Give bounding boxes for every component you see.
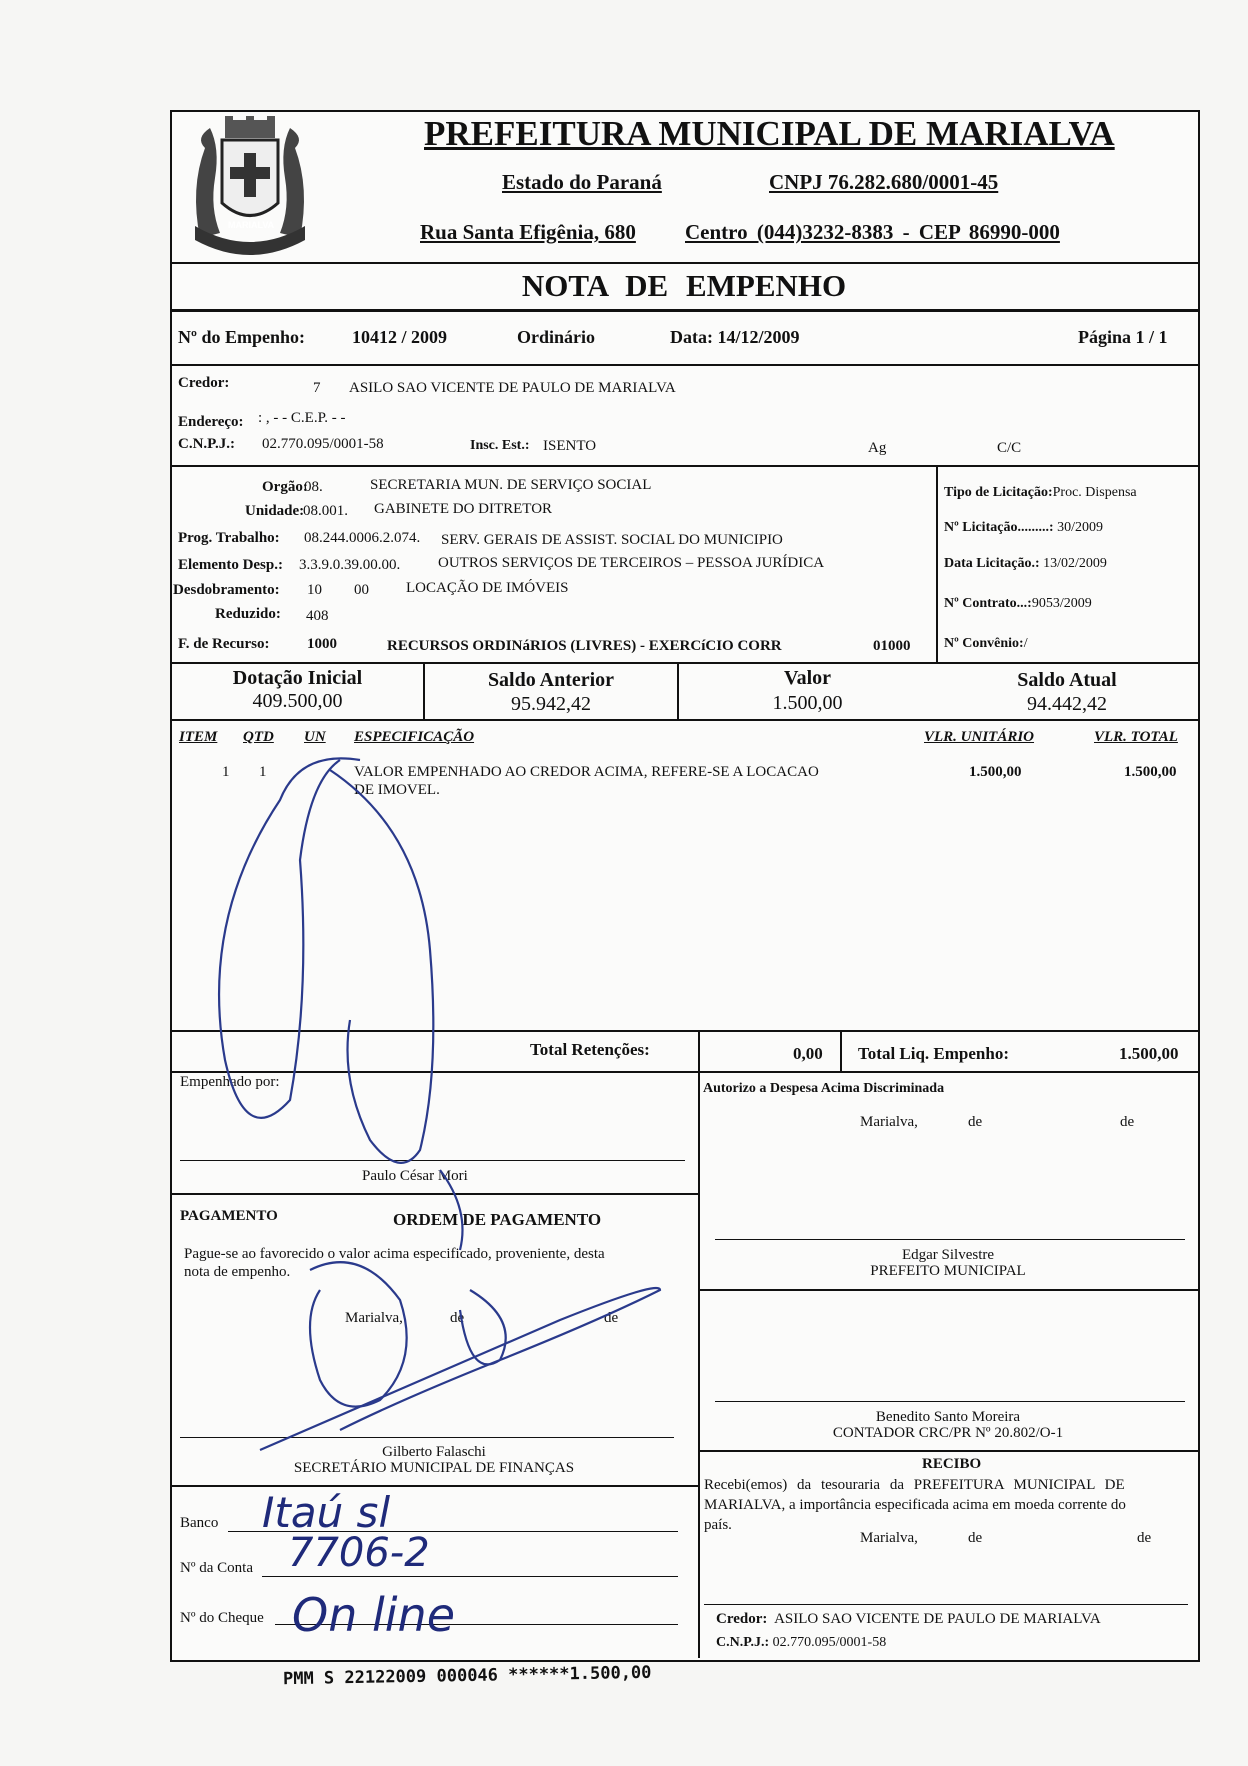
recurso-name: RECURSOS ORDINáRIOS (LIVRES) - EXERCíCIO CORR [387, 638, 782, 654]
orgao-code: 08. [304, 479, 323, 495]
licitacao-num-value: 30/2009 [1057, 520, 1103, 535]
autorizo-de2: de [1120, 1114, 1135, 1130]
item-unit-value: 1.500,00 [969, 764, 1022, 780]
mechanical-stamp: PMM S 22122009 000046 ******1.500,00 [282, 1662, 652, 1690]
desdobramento-name: LOCAÇÃO DE IMÓVEIS [406, 580, 569, 596]
recibo-cnpj-label: C.N.P.J.: [716, 1635, 770, 1650]
item-description-line1: VALOR EMPENHADO AO CREDOR ACIMA, REFERE-SE A LOCACAO [354, 764, 819, 780]
recurso-code2: 01000 [873, 638, 911, 654]
banco-handwritten: Itaú sl [262, 1488, 391, 1537]
recibo-place: Marialva, [860, 1530, 918, 1546]
pagamento-de2: de [604, 1310, 619, 1326]
recibo-de2: de [1137, 1530, 1152, 1546]
saldo-atual-label: Saldo Atual [1017, 669, 1117, 691]
cheque-label: Nº do Cheque [180, 1610, 264, 1626]
empenho-date: Data: 14/12/2009 [670, 327, 800, 347]
valor-value: 1.500,00 [772, 692, 843, 714]
unidade-label: Unidade: [245, 503, 305, 519]
ordem-pagamento-label: ORDEM DE PAGAMENTO [393, 1210, 602, 1229]
conta-handwritten: 7706-2 [288, 1530, 430, 1576]
crest-ribbon-text: MARIALVA [228, 220, 275, 230]
unidade-name: GABINETE DO DITRETOR [374, 501, 553, 517]
empenho-type: Ordinário [517, 327, 596, 347]
page-title: PREFEITURA MUNICIPAL DE MARIALVA [424, 114, 1115, 153]
recibo-title: RECIBO [922, 1456, 982, 1472]
prog-code: 08.244.0006.2.074. [304, 530, 421, 546]
cheque-handwritten: On line [292, 1588, 455, 1642]
recibo-cnpj-value: 02.770.095/0001-58 [772, 1635, 887, 1650]
elemento-code: 3.3.9.0.39.00.00. [299, 557, 401, 573]
contador-name: Benedito Santo Moreira [875, 1409, 1021, 1425]
pagamento-de1: de [450, 1310, 465, 1326]
dotacao-inicial-label: Dotação Inicial [232, 667, 363, 689]
address-label: Rua Santa Efigênia, 680 [420, 220, 636, 244]
pagamento-place: Marialva, [345, 1310, 403, 1326]
address-rest: Centro (044)3232-8383 - CEP 86990-000 [685, 220, 1060, 244]
cnpj-label: CNPJ 76.282.680/0001-45 [769, 170, 999, 194]
col-item: ITEM [179, 729, 218, 745]
saldo-atual-value: 94.442,42 [1027, 693, 1107, 715]
cnpj-field-label: C.N.P.J.: [178, 436, 235, 452]
reduzido-value: 408 [306, 608, 329, 624]
liq-empenho-value: 1.500,00 [1119, 1044, 1179, 1063]
dotacao-inicial-value: 409.500,00 [252, 690, 343, 712]
autorizo-place: Marialva, [860, 1114, 918, 1130]
unidade-code: 08.001. [303, 503, 348, 519]
insc-value: ISENTO [543, 438, 597, 454]
col-qtd: QTD [243, 729, 274, 745]
recibo-text-2: MARIALVA, a importância especificada acima em moeda corrente do [704, 1497, 1126, 1513]
recibo-credor-value: ASILO SAO VICENTE DE PAULO DE MARIALVA [774, 1611, 1101, 1627]
prog-label: Prog. Trabalho: [178, 530, 280, 546]
orgao-name: SECRETARIA MUN. DE SERVIÇO SOCIAL [370, 477, 652, 493]
col-vlr-total: VLR. TOTAL [1094, 729, 1178, 745]
recurso-code: 1000 [307, 636, 337, 652]
licitacao-convenio-value: / [1023, 636, 1028, 651]
autorizo-label: Autorizo a Despesa Acima Discriminada [703, 1081, 945, 1096]
col-vlr-unitario: VLR. UNITÁRIO [924, 729, 1035, 745]
licitacao-tipo-label: Tipo de Licitação: [944, 485, 1053, 500]
licitacao-data-value: 13/02/2009 [1043, 556, 1107, 571]
recibo-de1: de [968, 1530, 983, 1546]
address-field-label: Endereço: [178, 414, 244, 430]
recibo-text-1: Recebi(emos) da tesouraria da PREFEITURA MUNICIPAL DE [704, 1477, 1125, 1493]
autorizo-de1: de [968, 1114, 983, 1130]
credor-label: Credor: [178, 375, 230, 391]
licitacao-data-label: Data Licitação.: [944, 556, 1040, 571]
licitacao-num-label: Nº Licitação.........: [944, 520, 1054, 535]
prog-name: SERV. GERAIS DE ASSIST. SOCIAL DO MUNICIPIO [441, 532, 783, 548]
licitacao-contrato-value: 9053/2009 [1031, 596, 1092, 611]
saldo-anterior-value: 95.942,42 [511, 693, 591, 715]
empenho-number-label: Nº do Empenho: [178, 327, 305, 347]
conta-label: Nº da Conta [180, 1560, 253, 1576]
empenhado-signer: Paulo César Mori [362, 1168, 468, 1184]
saldo-anterior-label: Saldo Anterior [487, 669, 615, 691]
empenhado-label: Empenhado por: [180, 1074, 280, 1090]
orgao-label: Orgão: [262, 479, 308, 495]
address-field-value: : , - - C.E.P. - - [258, 410, 346, 426]
item-qtd: 1 [259, 764, 267, 780]
reduzido-label: Reduzido: [215, 606, 281, 622]
retencoes-label: Total Retenções: [530, 1040, 650, 1059]
prefeito-role: PREFEITO MUNICIPAL [870, 1263, 1026, 1279]
licitacao-tipo-value: Proc. Dispensa [1052, 485, 1137, 500]
contador-role: CONTADOR CRC/PR Nº 20.802/O-1 [832, 1425, 1064, 1441]
retencoes-value: 0,00 [793, 1044, 823, 1063]
cc-label: C/C [997, 440, 1022, 456]
pagamento-text-2: nota de empenho. [184, 1264, 291, 1280]
cnpj-field-value: 02.770.095/0001-58 [262, 436, 384, 452]
elemento-label: Elemento Desp.: [178, 557, 283, 573]
financas-name: Gilberto Falaschi [382, 1444, 486, 1460]
liq-empenho-label: Total Liq. Empenho: [858, 1044, 1009, 1063]
col-un: UN [304, 729, 326, 745]
pagamento-text-1: Pague-se ao favorecido o valor acima especificado, proveniente, desta [184, 1246, 605, 1262]
licitacao-contrato-label: Nº Contrato...: [944, 596, 1032, 611]
banco-label: Banco [180, 1515, 219, 1531]
elemento-name: OUTROS SERVIÇOS DE TERCEIROS – PESSOA JURÍDICA [438, 555, 825, 571]
item-description-line2: DE IMOVEL. [354, 782, 440, 798]
desdobramento-label: Desdobramento: [173, 582, 280, 598]
item-number: 1 [222, 764, 230, 780]
empenho-number: 10412 / 2009 [352, 327, 448, 347]
credor-name: ASILO SAO VICENTE DE PAULO DE MARIALVA [349, 380, 676, 396]
credor-code: 7 [313, 380, 321, 396]
page-number: Página 1 / 1 [1078, 327, 1168, 347]
desdobramento-code: 10 [307, 582, 322, 598]
desdobramento-sub: 00 [354, 582, 369, 598]
pagamento-label: PAGAMENTO [180, 1208, 278, 1224]
licitacao-convenio-label: Nº Convênio: [944, 636, 1024, 651]
recibo-credor-label: Credor: [716, 1611, 768, 1627]
state-label: Estado do Paraná [502, 170, 662, 194]
insc-label: Insc. Est.: [470, 438, 530, 453]
recibo-text-3: país. [704, 1517, 732, 1533]
valor-label: Valor [783, 667, 832, 689]
document-title: NOTA DE EMPENHO [521, 268, 847, 303]
prefeito-name: Edgar Silvestre [901, 1247, 995, 1263]
col-especificacao: ESPECIFICAÇÃO [354, 729, 475, 745]
financas-role: SECRETÁRIO MUNICIPAL DE FINANÇAS [293, 1460, 575, 1476]
ag-label: Ag [868, 440, 887, 456]
recurso-label: F. de Recurso: [178, 636, 270, 652]
item-total-value: 1.500,00 [1124, 764, 1177, 780]
